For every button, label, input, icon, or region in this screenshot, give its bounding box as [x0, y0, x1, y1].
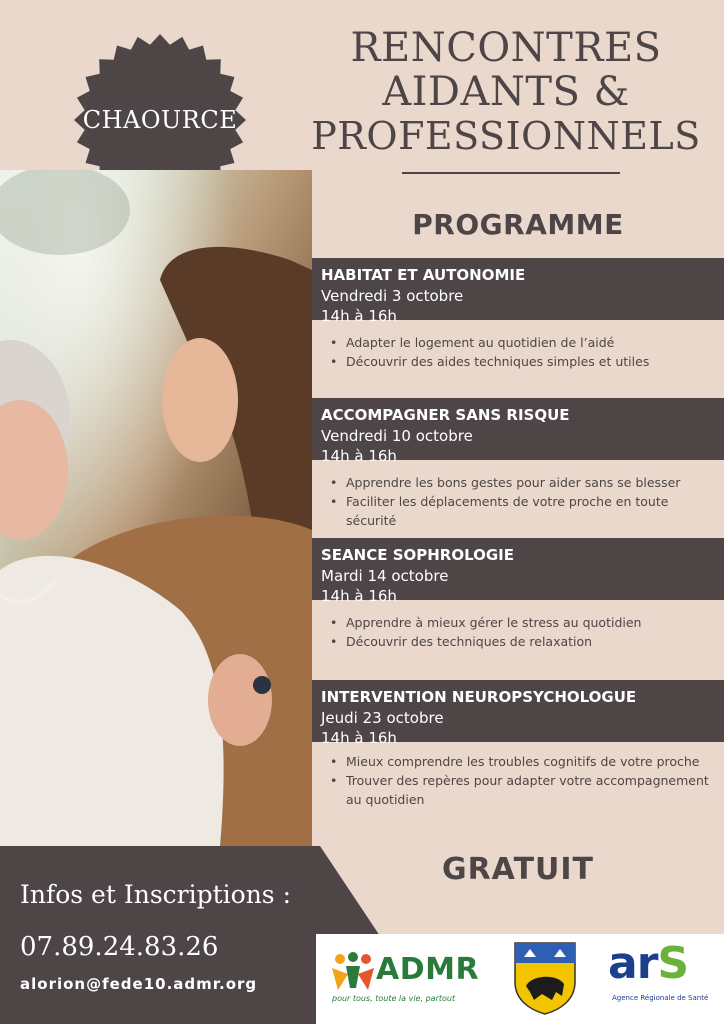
coat-of-arms-icon [512, 940, 578, 1016]
session-title: ACCOMPAGNER SANS RISQUE [321, 406, 570, 424]
session-time: 14h à 16h [321, 729, 397, 747]
session-date: Vendredi 10 octobre [321, 427, 473, 445]
session-title: HABITAT ET AUTONOMIE [321, 266, 526, 284]
partner-logos [316, 934, 724, 1024]
session-time: 14h à 16h [321, 447, 397, 465]
list-item: • Trouver des repères pour adapter votre accompagnement au quotidien [330, 773, 709, 807]
admr-name: ADMR [376, 952, 480, 987]
session-date: Jeudi 23 octobre [321, 709, 444, 727]
title-line-1: RENCONTRES [350, 25, 662, 71]
session-title: INTERVENTION NEUROPSYCHOLOGUE [321, 688, 637, 706]
list-item: • Découvrir des aides techniques simples et utiles [330, 354, 650, 369]
ars-tagline: Agence Régionale de Santé [612, 994, 709, 1002]
session-date: Mardi 14 octobre [321, 567, 449, 585]
programme-heading: PROGRAMME [412, 208, 624, 241]
admr-tagline: pour tous, toute la vie, partout [332, 994, 456, 1003]
session-neuropsychologue-points [312, 752, 724, 809]
session-time: 14h à 16h [321, 587, 397, 605]
session-habitat-header [312, 258, 724, 325]
page-title [300, 26, 712, 158]
list-item: • Apprendre à mieux gérer le stress au quotidien [330, 615, 642, 630]
list-item: • Découvrir des techniques de relaxation [330, 634, 593, 649]
list-item: • Adapter le logement au quotidien de l’aidé [330, 335, 615, 350]
session-sophrologie-points [312, 613, 724, 651]
ars-logo [606, 938, 714, 1016]
admr-people-icon [330, 952, 376, 992]
title-divider [402, 172, 620, 174]
price-label: GRATUIT [441, 852, 595, 887]
contact-email[interactable]: alorion@fede10.admr.org [20, 975, 258, 993]
title-line-2: AIDANTS & [382, 69, 630, 115]
session-accompagner-points [312, 473, 724, 530]
session-date: Vendredi 3 octobre [321, 287, 464, 305]
session-sophrologie-header [312, 538, 724, 605]
list-item: • Mieux comprendre les troubles cognitifs de votre proche [330, 754, 700, 769]
session-habitat-points [312, 333, 724, 371]
session-neuropsychologue-header [312, 680, 724, 747]
list-item: • Apprendre les bons gestes pour aider sans se blesser [330, 475, 681, 490]
caregiver-photo [0, 170, 312, 846]
admr-logo [330, 950, 488, 1006]
title-line-3: PROFESSIONNELS [311, 114, 701, 158]
contact-phone[interactable]: 07.89.24.83.26 [20, 932, 219, 962]
session-accompagner-header [312, 398, 724, 465]
ars-name: arS [608, 938, 689, 989]
list-item: • Faciliter les déplacements de votre proche en toute sécurité [330, 494, 669, 528]
location-label: CHAOURCE [82, 106, 238, 134]
session-title: SEANCE SOPHROLOGIE [321, 546, 515, 564]
contact-heading: Infos et Inscriptions : [20, 880, 291, 909]
session-time: 14h à 16h [321, 307, 397, 325]
photo-illustration [0, 170, 312, 846]
